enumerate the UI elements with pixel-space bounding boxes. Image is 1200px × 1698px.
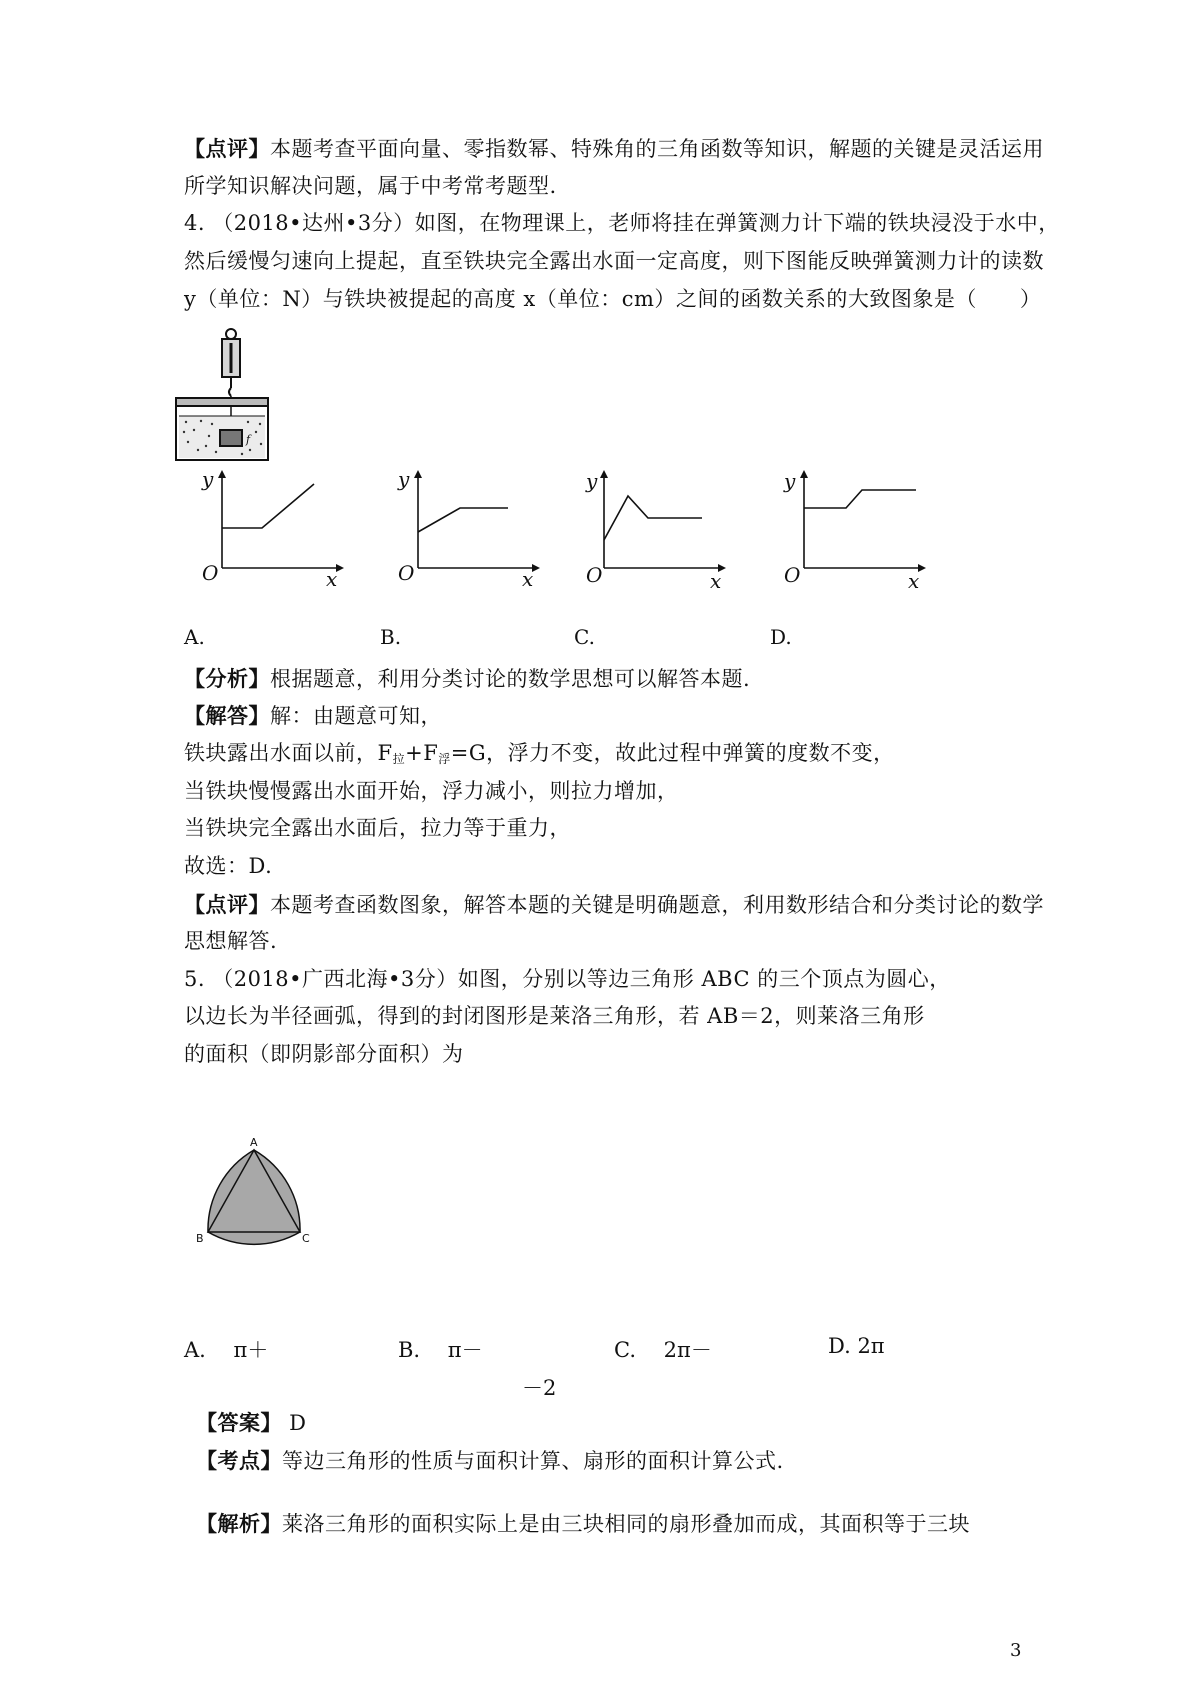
q4-comment-cont [184,931,277,952]
q4-text-3: y（单位：N）与铁块被提起的高度 x（单位：cm）之间的函数关系的大致图象是（ ） [184,287,1042,311]
keypoint-text: 等边三角形的性质与面积计算、扇形的面积计算公式. [282,1449,784,1473]
graph-option-d [780,468,930,593]
q4-solution-line-4 [184,856,272,877]
comment-label: 【点评】 [184,136,270,161]
q4-text-1: 4. （2018•达州•3分）如图，在物理课上，老师将挂在弹簧测力计下端的铁块浸没于水中， [184,211,1060,235]
q5-choice-c: C. 2π－ [614,1338,712,1362]
comment-text: 本题考查平面向量、零指数幂、特殊角的三角函数等知识，解题的关键是灵活运用 [270,137,1044,161]
formula-pre: 铁块露出水面以前，F [184,741,393,765]
comment-line-2 [184,176,557,197]
q4-line-3 [184,289,1041,310]
q5-choice-cont: －2 [522,1376,557,1400]
graph-c-origin-label: O [586,563,603,587]
formula-sub-fu: 浮 [438,752,451,766]
option-label-d: D. [770,625,792,649]
q5-text-1: 5. （2018•广西北海•3分）如图，分别以等边三角形 ABC 的三个顶点为圆心， [184,967,951,991]
q5-choice-b: B. π－ [398,1338,483,1362]
q5-keypoint [196,1450,784,1472]
svg-text:f: f [246,433,251,446]
q5-text-3: 的面积（即阴影部分面积）为 [184,1042,464,1066]
vertex-c-label: C [302,1232,310,1245]
comment-label-2: 【点评】 [184,892,270,917]
comment-text-2: 本题考查函数图象，解答本题的关键是明确题意，利用数形结合和分类讨论的数学 [270,893,1044,917]
graph-c-x-label: x [710,569,722,593]
graph-option-a [196,467,346,591]
graph-d-y-label: y [784,469,796,493]
q4-analysis [184,668,750,690]
answer-label: 【答案】 [196,1410,282,1435]
formula-sub-la: 拉 [392,752,406,766]
explanation-label: 【解析】 [196,1511,282,1536]
q4-line-1 [184,213,1060,234]
formula-post: =G，浮力不变，故此过程中弹簧的度数不变， [450,741,895,765]
q4-line-2 [184,251,1044,272]
q5-answer [196,1412,307,1434]
option-label-c: C. [574,625,595,649]
analysis-text: 根据题意，利用分类讨论的数学思想可以解答本题. [270,667,751,691]
solution-text-4: 故选：D. [184,854,273,878]
keypoint-label: 【考点】 [196,1448,282,1473]
page-number: 3 [1010,1640,1022,1661]
comment-text-cont: 所学知识解决问题，属于中考常考题型. [184,174,557,198]
q4-solution-line-1 [184,743,895,765]
option-label-a: A. [184,625,205,649]
vertex-a-label: A [250,1136,258,1149]
q4-text-2: 然后缓慢匀速向上提起，直至铁块完全露出水面一定高度，则下图能反映弹簧测力计的读数 [184,249,1044,273]
q4-solution-line-3 [184,818,571,839]
q4-solution-line-2 [184,781,679,802]
solution-text-3: 当铁块完全露出水面后，拉力等于重力， [184,816,571,840]
q5-choice-a: A. π＋ [184,1338,269,1362]
graph-option-b [392,467,542,591]
comment-line-1 [184,138,1044,160]
graph-b-x-label: x [522,567,534,591]
graph-b-origin-label: O [398,561,415,585]
q5-explanation [196,1513,970,1535]
q4-solution [184,705,442,727]
graph-a-y-label: y [202,467,214,491]
graph-a-x-label: x [326,567,338,591]
q5-line-2 [184,1006,925,1027]
comment-text-2-cont: 思想解答. [184,929,278,953]
graph-a-origin-label: O [202,561,219,585]
spring-scale-tank-illustration [176,326,276,462]
graph-option-c [586,468,736,593]
vertex-b-label: B [196,1232,204,1245]
answer-value: D [282,1411,307,1435]
solution-label: 【解答】 [184,703,270,728]
graph-d-x-label: x [908,569,920,593]
q5-line-3 [184,1044,464,1065]
solution-intro: 解：由题意可知， [270,704,442,728]
solution-text-2: 当铁块慢慢露出水面开始，浮力减小，则拉力增加， [184,779,679,803]
q5-choice-d: D. 2π [828,1334,885,1358]
formula-mid: +F [405,741,439,765]
q5-line-1 [184,969,951,990]
graph-d-origin-label: O [784,563,801,587]
explanation-text: 莱洛三角形的面积实际上是由三块相同的扇形叠加而成，其面积等于三块 [282,1512,970,1536]
graph-c-y-label: y [586,469,598,493]
option-label-b: B. [380,625,402,649]
reuleaux-triangle-figure [196,1136,316,1246]
analysis-label: 【分析】 [184,666,270,691]
q4-comment [184,894,1044,916]
graph-b-y-label: y [398,467,410,491]
q5-text-2: 以边长为半径画弧，得到的封闭图形是莱洛三角形，若 AB＝2，则莱洛三角形 [184,1004,925,1028]
